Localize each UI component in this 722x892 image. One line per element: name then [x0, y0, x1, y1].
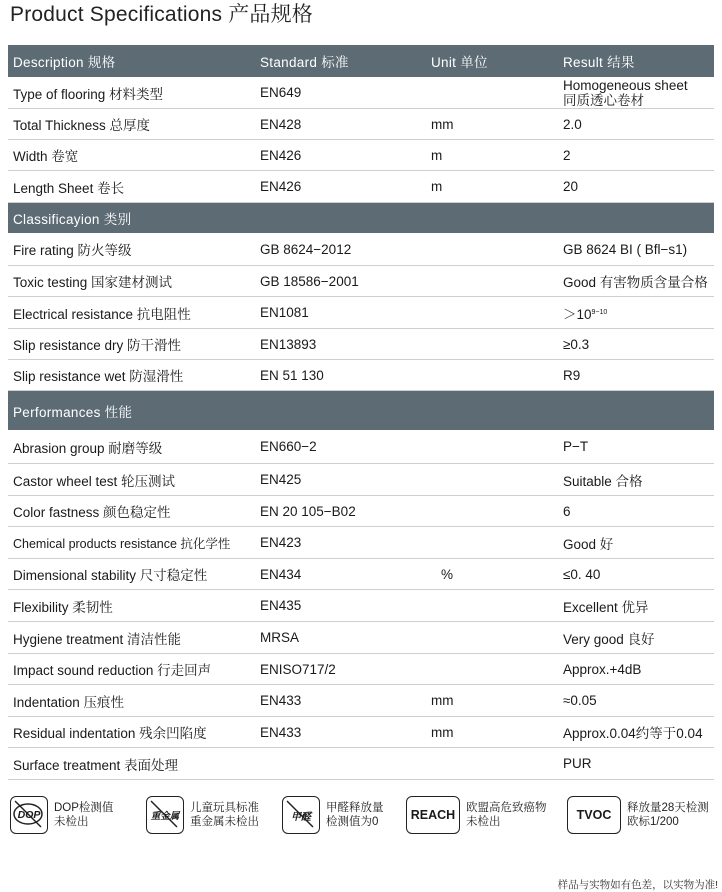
- row-description: Slip resistance wet 防湿滑性: [13, 369, 184, 384]
- row-description: Castor wheel test 轮压测试: [13, 473, 176, 489]
- row-result: PUR: [563, 756, 592, 771]
- row-description: Length Sheet 卷长: [13, 180, 125, 196]
- row-result: 2: [563, 147, 571, 163]
- section-title: Performances 性能: [13, 404, 133, 420]
- row-result-line1: Homogeneous sheet: [563, 77, 688, 93]
- badge-line2: 欧标1/200: [627, 816, 679, 828]
- row-description: Fire rating 防火等级: [13, 243, 132, 258]
- row-result: 6: [563, 503, 571, 519]
- row-result: P−T: [563, 439, 589, 454]
- row-result-line2: 同质透心卷材: [563, 92, 644, 108]
- table-row: [8, 109, 714, 140]
- row-unit: mm: [431, 724, 454, 740]
- row-standard: MRSA: [260, 630, 300, 645]
- table-row: [8, 171, 714, 203]
- column-header-row: [8, 45, 714, 77]
- badge-line2: 未检出: [466, 816, 501, 828]
- row-result: Approx.0.04约等于0.04: [563, 726, 703, 741]
- heavy-metal-icon: 重金属: [146, 796, 184, 834]
- row-result: Good 好: [563, 536, 614, 552]
- col-header-description: Description 规格: [13, 55, 116, 70]
- row-unit: [431, 654, 561, 684]
- row-standard: EN1081: [260, 305, 309, 320]
- table-row: [8, 748, 714, 780]
- row-unit: %: [441, 566, 454, 582]
- row-unit: [431, 622, 561, 653]
- row-result-base: ＞10: [563, 306, 592, 322]
- row-description: Width 卷宽: [13, 149, 79, 164]
- table-row: [8, 496, 714, 527]
- col-header-standard: Standard 标准: [260, 55, 349, 70]
- table-row: [8, 654, 714, 685]
- table-row: [8, 464, 714, 496]
- row-result: ≥0.3: [563, 336, 590, 352]
- row-standard: EN428: [260, 116, 302, 132]
- table-row: [8, 266, 714, 297]
- row-unit: m: [431, 179, 443, 194]
- badge-tvoc: [567, 796, 709, 834]
- row-result: Approx.+4dB: [563, 661, 642, 677]
- row-unit: [431, 496, 561, 526]
- section-header-classification: [8, 203, 714, 233]
- col-header-result: Result 结果: [563, 55, 635, 70]
- badge-line1: DOP检测值: [54, 802, 114, 814]
- row-result: Suitable 合格: [563, 473, 643, 489]
- row-standard: EN 20 105−B02: [260, 503, 356, 519]
- row-result-exponent: 9−10: [591, 309, 608, 316]
- row-standard: EN435: [260, 598, 302, 613]
- row-result: GB 8624 BI ( Bfl−s1): [563, 241, 688, 257]
- table-row: [8, 527, 714, 559]
- table-row: [8, 360, 714, 391]
- row-unit: m: [431, 147, 443, 163]
- badge-line1: 甲醛释放量: [326, 802, 384, 814]
- badge-line1: 儿童玩具标准: [190, 802, 259, 814]
- row-unit: [431, 360, 561, 390]
- row-standard: EN13893: [260, 336, 317, 352]
- table-row: [8, 77, 714, 109]
- table-row: [8, 685, 714, 717]
- badge-line2: 重金属未检出: [190, 816, 259, 828]
- badge-reach: [406, 796, 547, 834]
- row-unit: [431, 464, 561, 495]
- row-standard: EN423: [260, 535, 302, 550]
- row-description: Type of flooring 材料类型: [13, 86, 164, 102]
- row-unit: [431, 329, 561, 359]
- dop-icon: DOP: [10, 796, 48, 834]
- row-standard: EN426: [260, 179, 302, 194]
- row-description: Dimensional stability 尺寸稳定性: [13, 568, 208, 583]
- row-standard: EN649: [260, 85, 302, 100]
- badge-dop: [10, 796, 113, 834]
- row-description: Indentation 压痕性: [13, 694, 125, 710]
- reach-icon: REACH: [406, 796, 460, 834]
- page-title: Product Specifications 产品规格: [10, 3, 314, 26]
- tvoc-icon: TVOC: [567, 796, 621, 834]
- row-description: Flexibility 柔韧性: [13, 599, 113, 615]
- row-standard: EN 51 130: [260, 367, 324, 383]
- row-unit: mm: [431, 116, 454, 132]
- row-standard: [260, 748, 430, 779]
- row-standard: EN660−2: [260, 439, 317, 454]
- row-result: [563, 77, 722, 108]
- row-unit: [431, 527, 561, 558]
- certification-badges: [10, 796, 720, 836]
- row-result: R9: [563, 367, 581, 383]
- table-row: [8, 717, 714, 748]
- badge-heavy-metal: [146, 796, 259, 834]
- row-description: Toxic testing 国家建材测试: [13, 275, 173, 290]
- badge-formaldehyde: [282, 796, 384, 834]
- badge-line2: 检测值为0: [326, 816, 379, 828]
- table-row: [8, 590, 714, 622]
- row-result: Excellent 优异: [563, 599, 649, 615]
- row-standard: EN433: [260, 724, 302, 740]
- table-row: [8, 622, 714, 654]
- row-result: ≤0. 40: [563, 566, 601, 582]
- row-description: Slip resistance dry 防干滑性: [13, 338, 182, 353]
- table-row: [8, 297, 714, 329]
- table-row: [8, 559, 714, 590]
- row-description: Color fastness 颜色稳定性: [13, 505, 171, 520]
- row-standard: EN434: [260, 566, 302, 582]
- row-unit: mm: [431, 693, 454, 708]
- row-description: Chemical products resistance 抗化学性: [13, 536, 231, 551]
- table-row: [8, 233, 714, 266]
- row-description: Total Thickness 总厚度: [13, 118, 151, 133]
- row-result: 2.0: [563, 116, 582, 132]
- row-description: Electrical resistance 抗电阻性: [13, 306, 191, 322]
- row-standard: EN426: [260, 147, 302, 163]
- badge-line2: 未检出: [54, 816, 89, 828]
- row-result: ≈0.05: [563, 693, 597, 708]
- row-result: Good 有害物质含量合格: [563, 275, 708, 290]
- table-row: [8, 430, 714, 464]
- footer-note: 样品与实物如有色差，以实物为准!: [557, 879, 718, 891]
- row-description: Hygiene treatment 清洁性能: [13, 631, 182, 647]
- row-unit: [431, 430, 561, 463]
- row-unit: [431, 233, 561, 265]
- col-header-unit: Unit 单位: [431, 55, 488, 70]
- row-unit: [431, 590, 561, 621]
- row-result: [563, 297, 722, 328]
- badge-line1: 释放量28天检测: [627, 802, 709, 814]
- row-standard: EN425: [260, 472, 302, 487]
- row-standard: GB 18586−2001: [260, 273, 359, 289]
- row-description: Residual indentation 残余凹陷度: [13, 726, 207, 741]
- formaldehyde-icon: 甲醛: [282, 796, 320, 834]
- row-unit: [431, 297, 561, 328]
- row-unit: [431, 748, 561, 779]
- row-unit: [431, 77, 561, 108]
- row-standard: ENISO717/2: [260, 661, 336, 677]
- section-header-performances: [8, 391, 714, 430]
- table-row: [8, 140, 714, 171]
- spec-table: [8, 45, 714, 780]
- table-row: [8, 329, 714, 360]
- row-description: Impact sound reduction 行走回声: [13, 663, 212, 678]
- row-unit: [431, 266, 561, 296]
- row-description: Surface treatment 表面处理: [13, 757, 179, 773]
- row-result: Very good 良好: [563, 631, 655, 647]
- row-standard: EN433: [260, 693, 302, 708]
- badge-line1: 欧盟高危致癌物: [466, 802, 547, 814]
- row-result: 20: [563, 179, 579, 194]
- section-title: Classificayion 类别: [13, 212, 132, 227]
- row-standard: GB 8624−2012: [260, 241, 352, 257]
- row-description: Abrasion group 耐磨等级: [13, 440, 163, 456]
